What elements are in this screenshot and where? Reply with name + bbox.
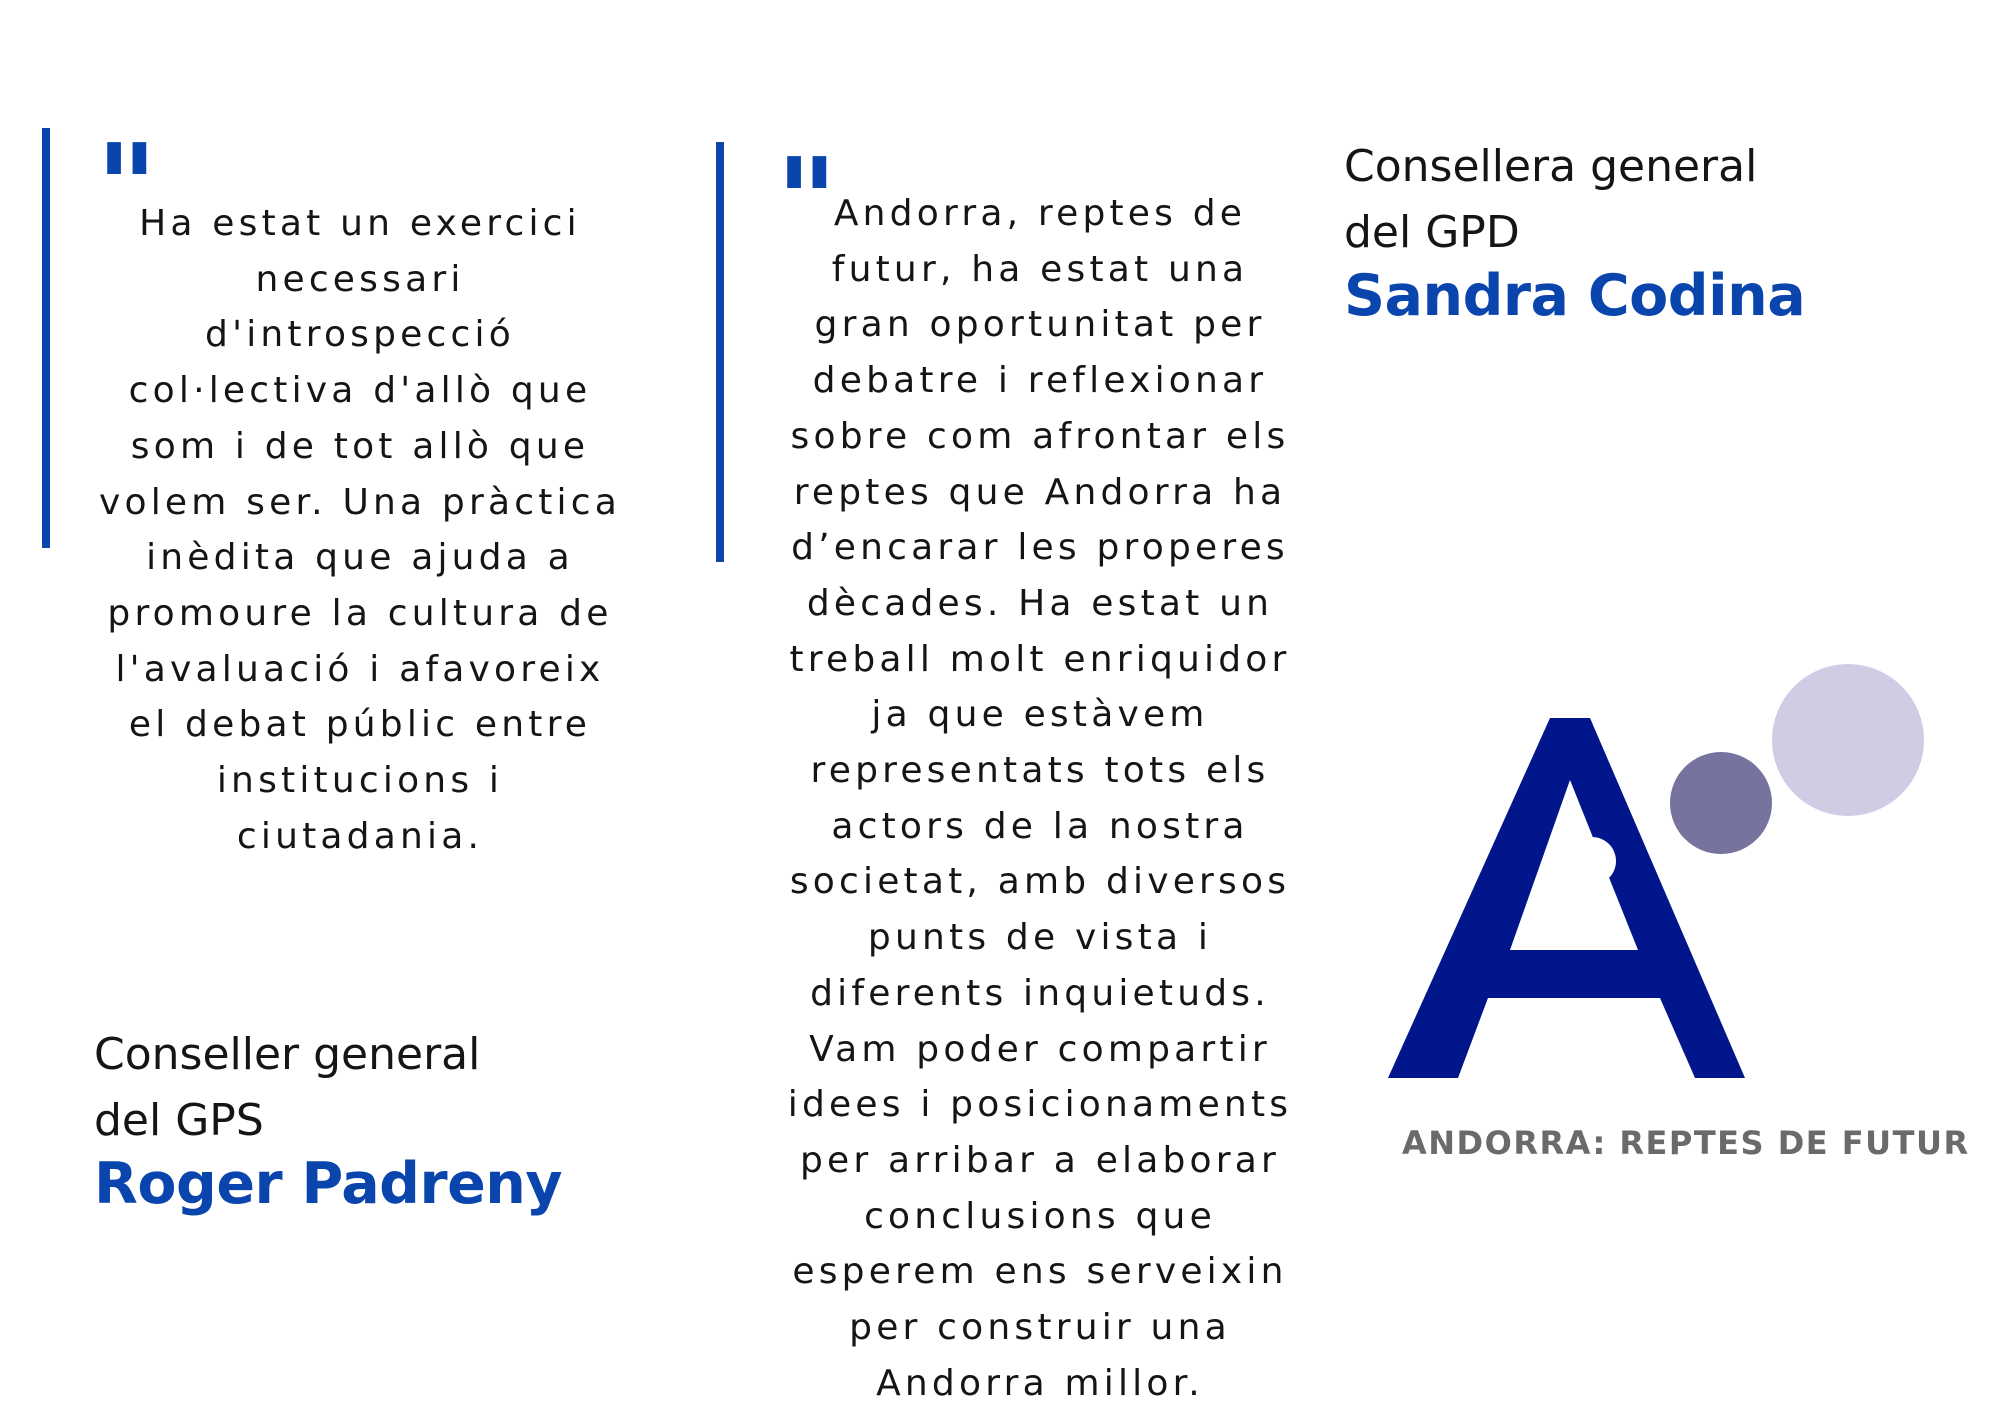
left-quote-text <box>90 196 630 864</box>
quote-line: treball molt enriquidor <box>789 638 1291 680</box>
role-line: Consellera general <box>1344 141 1758 192</box>
quote-line: el debat públic entre <box>128 704 592 746</box>
quote-line: reptes que Andorra ha <box>793 471 1287 513</box>
quote-line: societat, amb diversos <box>789 861 1291 903</box>
middle-quote-bar <box>716 142 724 562</box>
quote-line: d’encarar les properes <box>791 527 1289 569</box>
quote-line: Andorra millor. <box>876 1362 1204 1404</box>
logo-caption: ANDORRA: REPTES DE FUTUR <box>1402 1124 1970 1162</box>
quote-line: punts de vista i <box>867 917 1213 959</box>
quote-line: dècades. Ha estat un <box>806 582 1274 624</box>
quote-line: ciutadania. <box>236 815 484 857</box>
quote-line: debatre i reflexionar <box>812 360 1268 402</box>
logo-letter-a-dot <box>1568 837 1616 885</box>
quote-line: Ha estat un exercici <box>139 203 581 244</box>
quote-line: diferents inquietuds. <box>810 972 1270 1014</box>
quote-line: promoure la cultura de <box>107 592 613 634</box>
logo-small-circle <box>1670 752 1772 854</box>
quote-line: per arribar a elaborar <box>799 1139 1281 1181</box>
quote-line: ja que estàvem <box>871 694 1209 736</box>
quote-line: som i de tot allò que <box>130 425 590 467</box>
middle-quote-text <box>770 186 1310 1411</box>
left-speaker-role <box>94 1022 480 1154</box>
left-quote-mark: " <box>96 118 158 256</box>
right-speaker-role <box>1344 134 1757 266</box>
quote-line: Andorra, reptes de <box>833 193 1247 234</box>
quote-line: representats tots els <box>810 750 1270 792</box>
quote-line: necessari <box>255 258 465 300</box>
middle-quote-mark: " <box>776 132 838 270</box>
quote-line: gran oportunitat per <box>814 304 1266 346</box>
quote-line: volem ser. Una pràctica <box>98 481 622 523</box>
role-line: Conseller general <box>94 1029 481 1080</box>
logo-letter-a-crossbar <box>1488 950 1660 998</box>
andorra-reptes-logo <box>1370 650 1970 1100</box>
quote-line: institucions i <box>216 760 504 802</box>
quote-line: l'avaluació i afavoreix <box>115 648 605 690</box>
quote-line: col·lectiva d'allò que <box>128 370 592 412</box>
left-speaker-name: Roger Padreny <box>94 1151 562 1217</box>
logo-large-circle <box>1772 664 1924 816</box>
quote-line: per construir una <box>849 1307 1231 1349</box>
quote-line: esperem ens serveixin <box>792 1251 1288 1293</box>
quote-line: d'introspecció <box>205 314 515 356</box>
quote-line: actors de la nostra <box>831 805 1249 847</box>
quote-line: idees i posicionaments <box>787 1084 1293 1126</box>
quote-line: Vam poder compartir <box>809 1028 1271 1070</box>
role-line: del GPS <box>94 1095 264 1146</box>
left-quote-bar <box>42 128 50 548</box>
quote-line: sobre com afrontar els <box>790 415 1290 457</box>
role-line: del GPD <box>1344 207 1520 258</box>
quote-line: conclusions que <box>864 1195 1216 1237</box>
right-speaker-name: Sandra Codina <box>1344 263 1806 329</box>
quote-line: inèdita que ajuda a <box>146 537 574 579</box>
quote-line: futur, ha estat una <box>831 248 1249 290</box>
